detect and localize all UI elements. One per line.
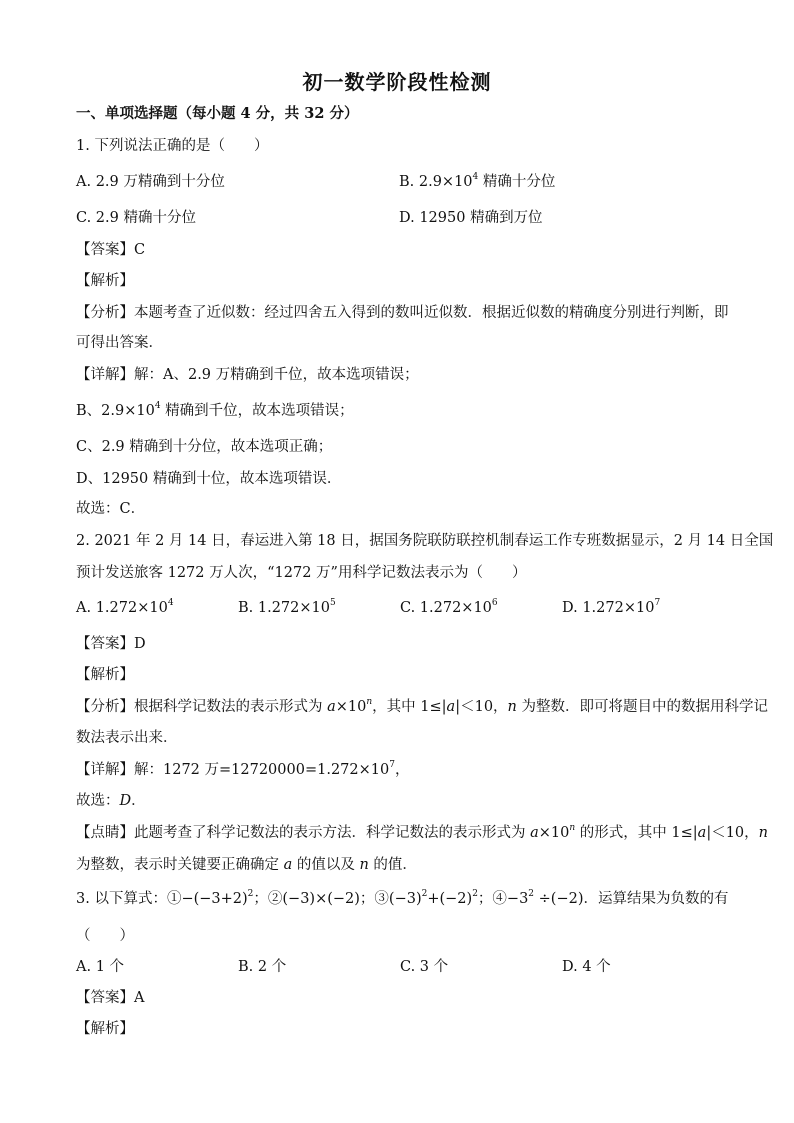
q1-option-b: B. $2.9\times 10^4$ 精确十分位 xyxy=(399,172,556,190)
q1-answer: 【答案】C xyxy=(76,242,146,258)
q2-dianjing-line2: 为整数，表示时关键要正确确定 a 的值以及 n 的值． xyxy=(76,857,417,873)
q2-choose: 故选：D． xyxy=(76,793,146,809)
q1-choose: 故选：C． xyxy=(76,501,146,517)
q3-option-b: B. 2 个 xyxy=(238,959,287,975)
q2-answer: 【答案】D xyxy=(76,636,146,652)
q1-fenxi-line1: 【分析】本题考查了近似数：经过四舍五入得到的数叫近似数．根据近似数的精确度分别进行判断，即 xyxy=(76,305,729,321)
q1-fenxi-line2: 可得出答案． xyxy=(76,335,163,351)
section-heading: 一、单项选择题（每小题 4 分，共 32 分） xyxy=(76,105,359,122)
q2-option-a: A. $1.272\times 10^4$ xyxy=(76,598,174,616)
page-title: 初一数学阶段性检测 xyxy=(302,70,492,94)
q3-answer: 【答案】A xyxy=(76,990,145,1006)
q1-option-c: C. 2.9 精确十分位 xyxy=(76,210,196,226)
q1-analysis-label: 【解析】 xyxy=(76,273,134,289)
q2-dianjing-line1: 【点睛】此题考查了科学记数法的表示方法．科学记数法的表示形式为 $a\times 10^n$ 的形式，其中 1≤|a|＜10，n xyxy=(76,823,768,841)
q3-analysis-label: 【解析】 xyxy=(76,1021,134,1037)
q1-stem: 1. 下列说法正确的是（ ） xyxy=(76,138,269,154)
q2-fenxi-line2: 数法表示出来． xyxy=(76,730,178,746)
q1-option-d: D. 12950 精确到万位 xyxy=(399,210,543,226)
q2-detail: 【详解】解：1272 万$=12720000=1.272\times 10^7$， xyxy=(76,760,410,778)
q2-option-b: B. $1.272\times 10^5$ xyxy=(238,598,336,616)
q1-detail-line2: B、$2.9\times 10^4$ 精确到千位，故本选项错误； xyxy=(76,401,354,419)
q2-analysis-label: 【解析】 xyxy=(76,667,134,683)
q2-fenxi-line1: 【分析】根据科学记数法的表示形式为 $a\times 10^n$，其中 1≤|a|＜10，n 为整数．即可将题目中的数据用科学记 xyxy=(76,697,768,715)
q2-option-c: C. $1.272\times 10^6$ xyxy=(400,598,498,616)
q1-option-a: A. 2.9 万精确到十分位 xyxy=(76,174,225,190)
q1-detail-line1: 【详解】解：A、2.9 万精确到千位，故本选项错误； xyxy=(76,367,419,383)
q3-stem-line1: 3. 以下算式：$①-(-3+2)^2$；②(−3)×(−2)；$③(-3)^2+(-2)^2$；$④-3^2 \div(-2)$．运算结果为负数的有 xyxy=(76,889,729,907)
q3-stem-line2: （ ） xyxy=(76,928,134,944)
q1-detail-line3: C、2.9 精确到十分位，故本选项正确； xyxy=(76,439,333,455)
q3-option-a: A. 1 个 xyxy=(76,959,125,975)
q1-detail-line4: D、12950 精确到十位，故本选项错误． xyxy=(76,471,342,487)
q2-stem-line2: 预计发送旅客 1272 万人次，“1272 万”用科学记数法表示为（ ） xyxy=(76,565,527,581)
q3-option-d: D. 4 个 xyxy=(562,959,611,975)
q2-option-d: D. $1.272\times 10^7$ xyxy=(562,598,661,616)
q3-option-c: C. 3 个 xyxy=(400,959,449,975)
q2-stem-line1: 2. 2021 年 2 月 14 日，春运进入第 18 日，据国务院联防联控机制春运工作专班数据显示，2 月 14 日全国 xyxy=(76,533,774,549)
